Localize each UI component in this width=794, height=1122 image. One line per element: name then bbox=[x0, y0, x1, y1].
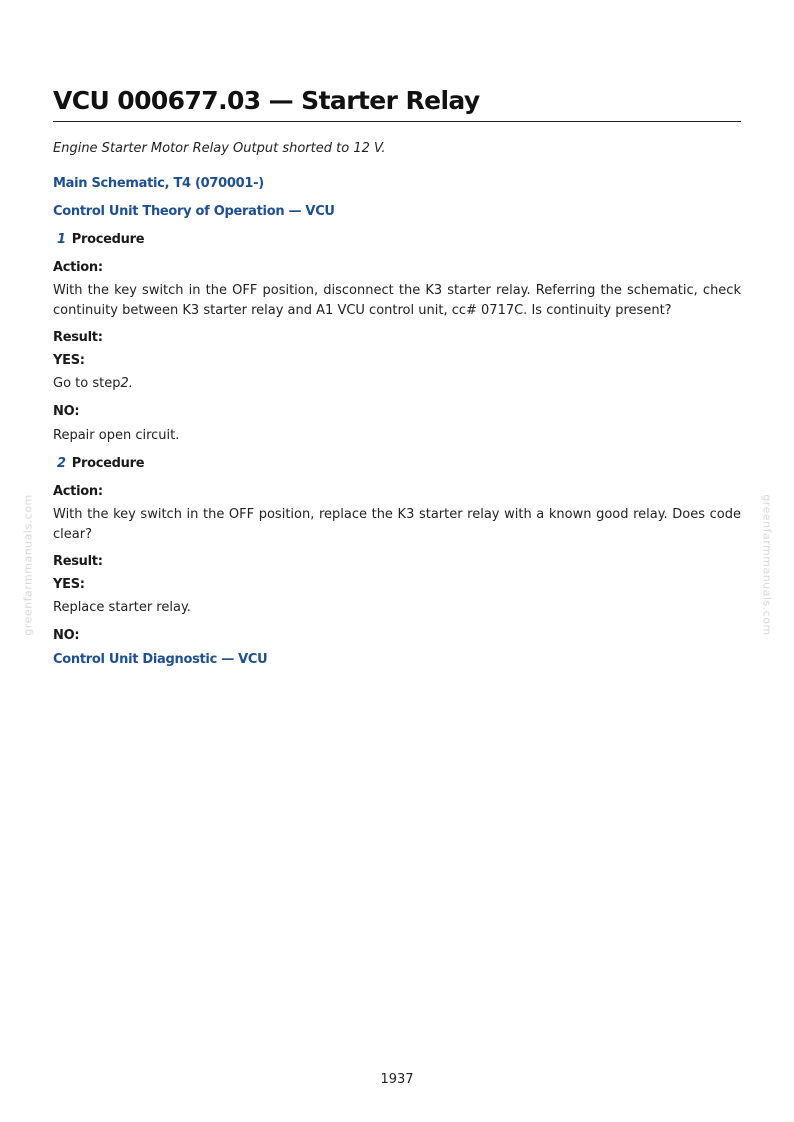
step-2-result-label: Result: bbox=[53, 554, 103, 569]
theory-of-operation-link[interactable]: Control Unit Theory of Operation — VCU bbox=[53, 204, 335, 219]
step-2-heading: Procedure bbox=[71, 456, 145, 471]
step-2-yes-label: YES: bbox=[53, 577, 85, 592]
main-schematic-link[interactable]: Main Schematic, T4 (070001-) bbox=[53, 176, 264, 191]
step-1-yes-text bbox=[53, 374, 741, 394]
step-1-action-label: Action: bbox=[53, 260, 103, 275]
step-1-header bbox=[57, 232, 144, 247]
page-title: VCU 000677.03 — Starter Relay bbox=[53, 86, 741, 122]
step-2-yes-text: Replace starter relay. bbox=[53, 600, 191, 615]
step-1-result-label: Result: bbox=[53, 330, 103, 345]
step-1-heading: Procedure bbox=[71, 232, 145, 247]
step-2-action-text: With the key switch in the OFF position, replace the K3 starter relay with a known good relay. Does code clear? bbox=[53, 507, 741, 542]
step-2-number: 2 bbox=[57, 456, 66, 471]
step-1-yes-label: YES: bbox=[53, 353, 85, 368]
watermark-left: greenfarmmanuals.com bbox=[21, 494, 35, 636]
page-number: 1937 bbox=[380, 1072, 414, 1087]
step-2-action-label: Action: bbox=[53, 484, 103, 499]
step-2-reference[interactable]: 2. bbox=[120, 376, 133, 391]
step-2-no-label: NO: bbox=[53, 628, 80, 643]
step-1-yes-prefix: Go to step bbox=[53, 376, 121, 391]
fault-description: Engine Starter Motor Relay Output shorted to 12 V. bbox=[53, 141, 386, 156]
watermark-right: greenfarmmanuals.com bbox=[760, 494, 774, 636]
step-2-header bbox=[57, 456, 144, 471]
step-1-number: 1 bbox=[57, 232, 66, 247]
step-1-no-text: Repair open circuit. bbox=[53, 428, 180, 443]
step-1-no-label: NO: bbox=[53, 404, 80, 419]
control-unit-diagnostic-link[interactable]: Control Unit Diagnostic — VCU bbox=[53, 652, 268, 667]
step-1-action-text: With the key switch in the OFF position, disconnect the K3 starter relay. Referring the schematic, check continuity between K3 starter relay and A1 VCU control unit, cc# 0717C. Is continuity present? bbox=[53, 283, 741, 318]
